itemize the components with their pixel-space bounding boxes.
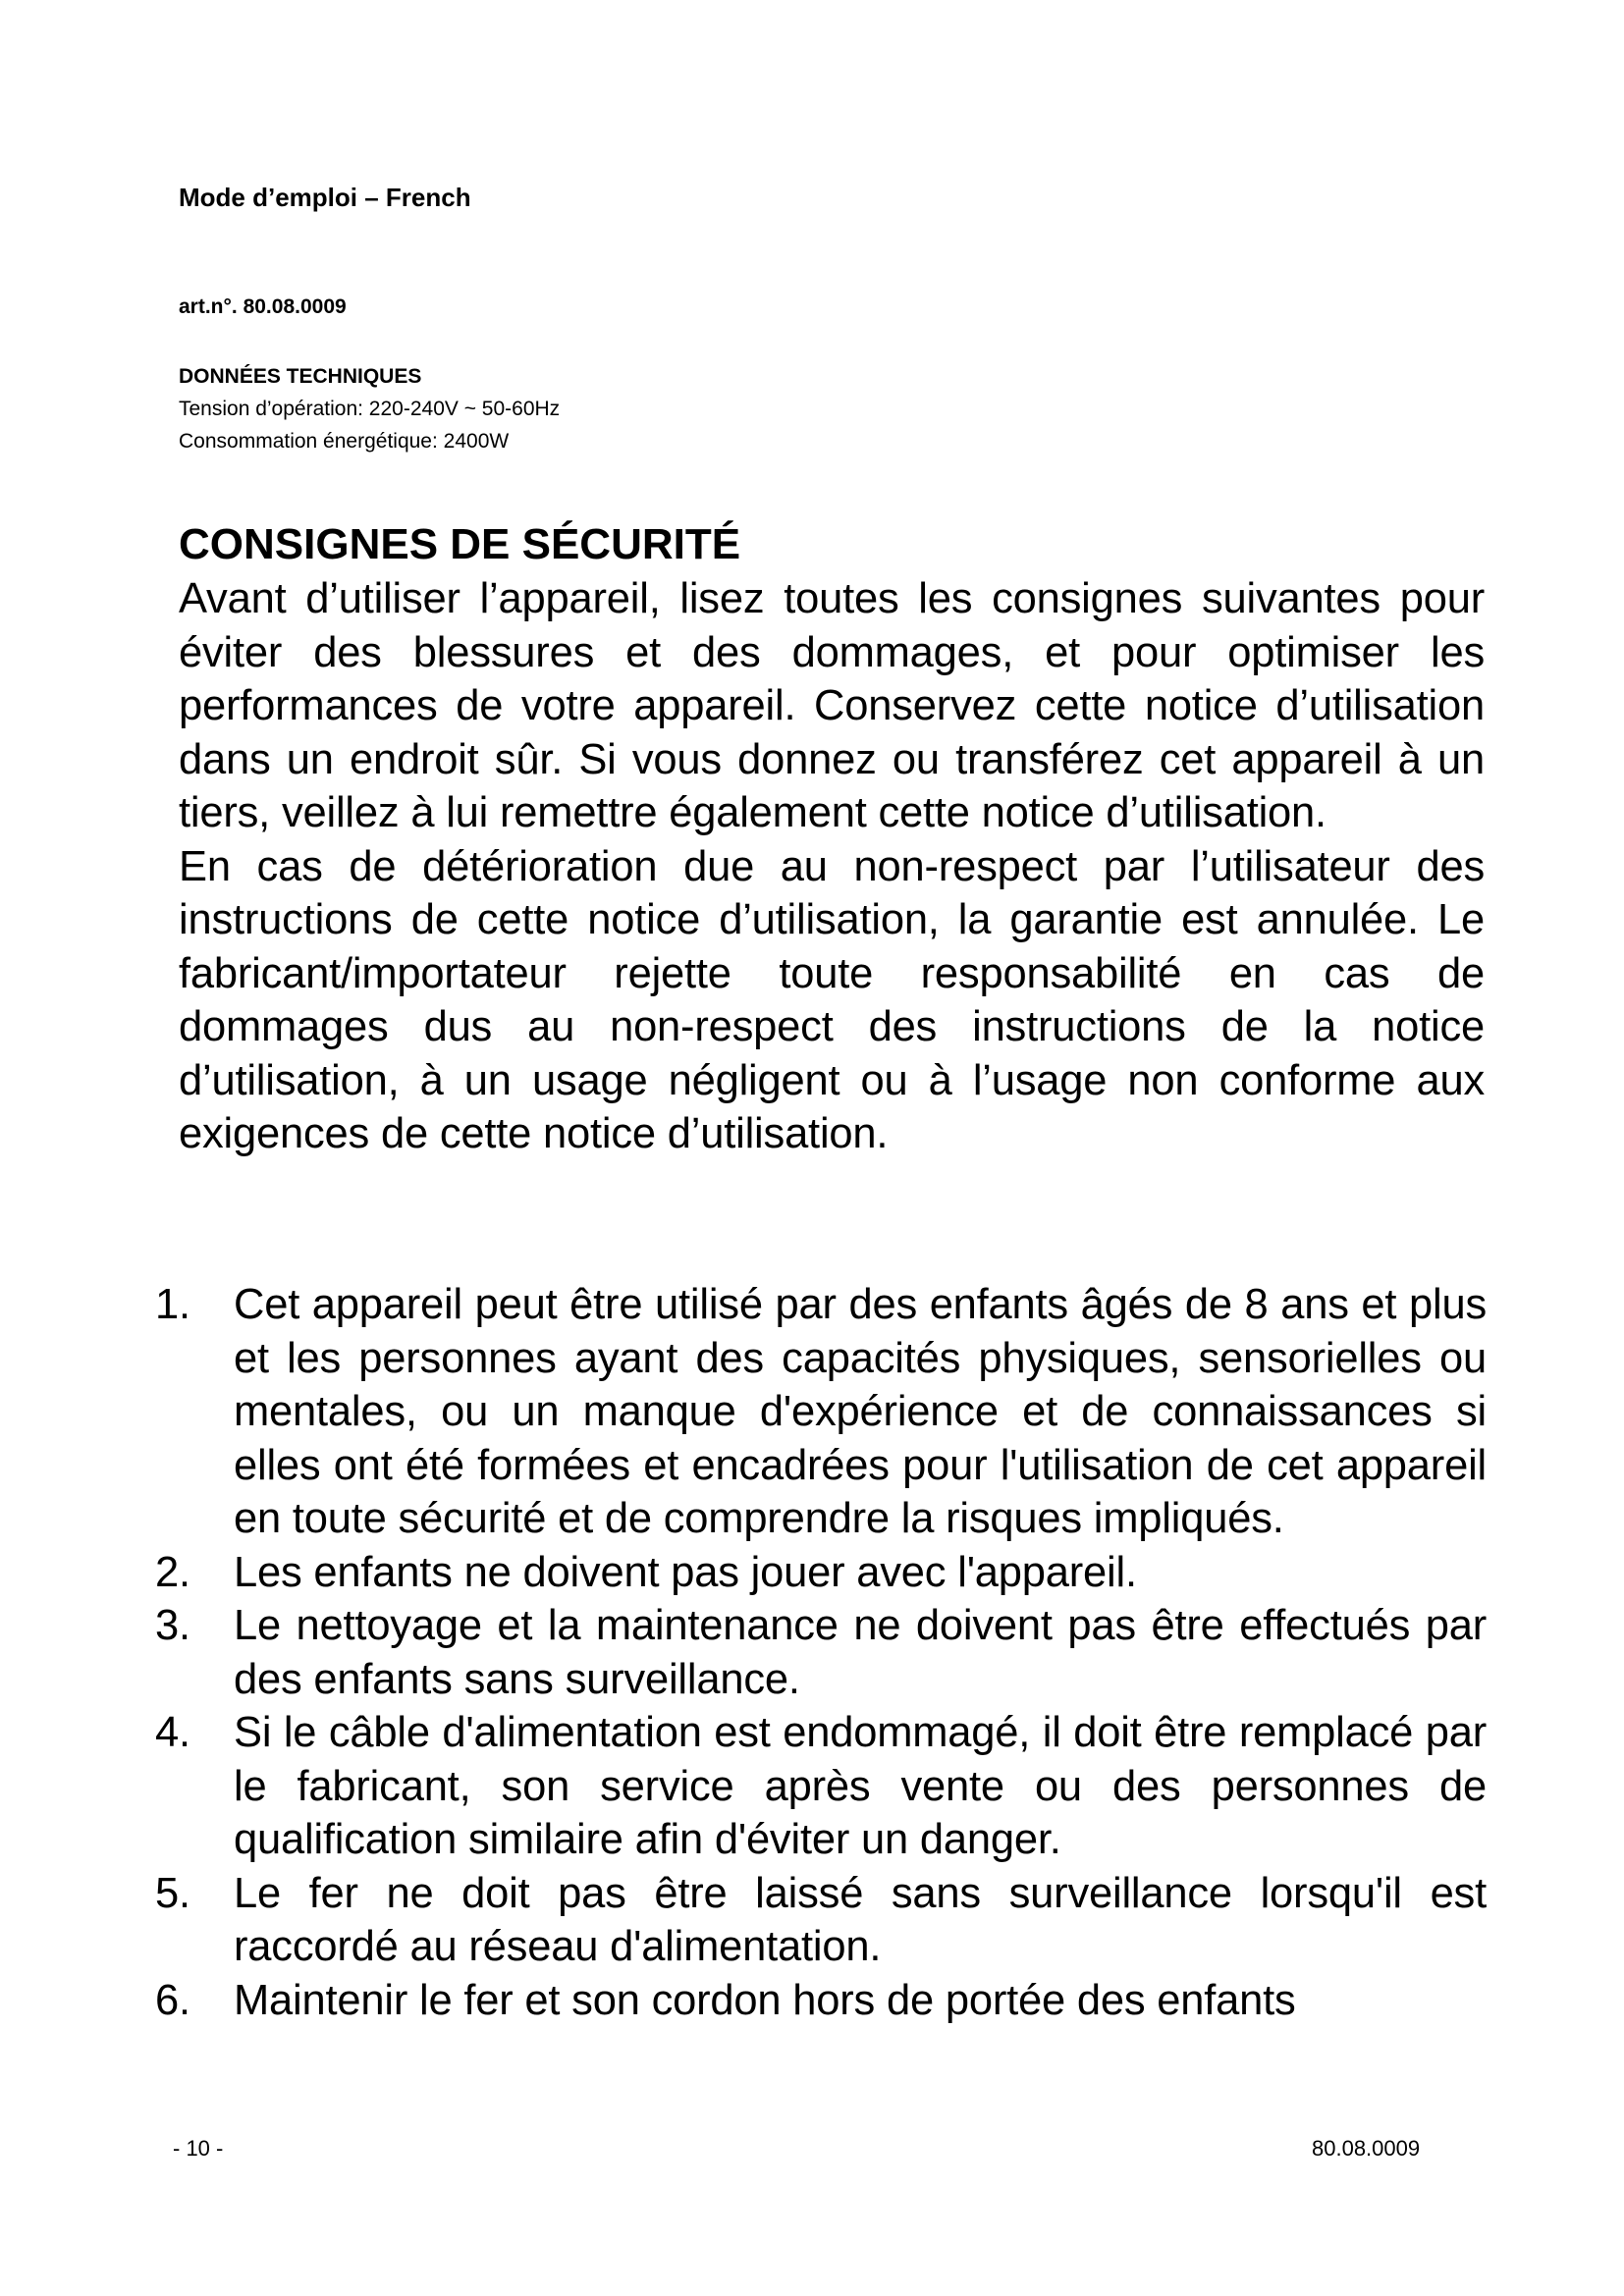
list-item xyxy=(155,1599,1487,1706)
safety-instructions-list xyxy=(155,1278,1487,2027)
list-item xyxy=(155,1278,1487,1546)
page-number: - 10 - xyxy=(173,2136,224,2161)
list-text: Cet appareil peut être utilisé par des enfants âgés de 8 ans et plus et les personnes ayant des capacités physiques, sensorielles ou mentales, ou un manque d'expérience et de connaissances si elles ont été formées et encadrées pour l'utilisation de cet appareil en toute sécurité et de comprendre la risques impliqués. xyxy=(234,1281,1487,1542)
tech-power: Consommation énergétique: 2400W xyxy=(179,430,510,453)
safety-paragraph-2: En cas de détérioration due au non-respect par l’utilisateur des instructions de cette notice d’utilisation, la garantie est annulée. Le fabricant/importateur rejette toute responsabilité en cas de dommages dus au non-respect des instructions de la notice d’utilisation, à un usage négligent ou à l’usage non conforme aux exigences de cette notice d’utilisation. xyxy=(179,842,1485,1157)
list-item xyxy=(155,1706,1487,1867)
list-number: 6. xyxy=(155,1976,190,2024)
tech-data-title: DONNÉES TECHNIQUES xyxy=(179,365,422,388)
safety-title: CONSIGNES DE SÉCURITÉ xyxy=(179,520,741,568)
list-number: 4. xyxy=(155,1709,190,1756)
list-text: Le nettoyage et la maintenance ne doivent pas être effectués par des enfants sans surveillance. xyxy=(234,1602,1487,1703)
footer-code: 80.08.0009 xyxy=(1312,2136,1421,2161)
list-text: Maintenir le fer et son cordon hors de portée des enfants xyxy=(234,1976,1296,2024)
safety-body xyxy=(179,572,1485,1161)
list-number: 5. xyxy=(155,1869,190,1917)
list-item xyxy=(155,1867,1487,1974)
safety-paragraph-1: Avant d’utiliser l’appareil, lisez toutes les consignes suivantes pour éviter des blessures et des dommages, et pour optimiser les performances de votre appareil. Conservez cette notice d’utilisation dans un endroit sûr. Si vous donnez ou transférez cet appareil à un tiers, veillez à lui remettre également cette notice d’utilisation. xyxy=(179,575,1485,836)
list-number: 3. xyxy=(155,1602,190,1649)
list-number: 2. xyxy=(155,1548,190,1596)
mode-emploi-label: Mode d’emploi – French xyxy=(179,183,471,212)
list-text: Les enfants ne doivent pas jouer avec l'appareil. xyxy=(234,1548,1137,1596)
list-number: 1. xyxy=(155,1281,190,1328)
list-text: Le fer ne doit pas être laissé sans surveillance lorsqu'il est raccordé au réseau d'alimentation. xyxy=(234,1869,1487,1970)
list-item xyxy=(155,1546,1487,1600)
tech-voltage: Tension d’opération: 220-240V ~ 50-60Hz xyxy=(179,398,561,420)
list-text: Si le câble d'alimentation est endommagé, il doit être remplacé par le fabricant, son service après vente ou des personnes de qualification similaire afin d'éviter un danger. xyxy=(234,1709,1487,1863)
list-item xyxy=(155,1974,1487,2028)
article-number: art.n°. 80.08.0009 xyxy=(179,295,347,318)
